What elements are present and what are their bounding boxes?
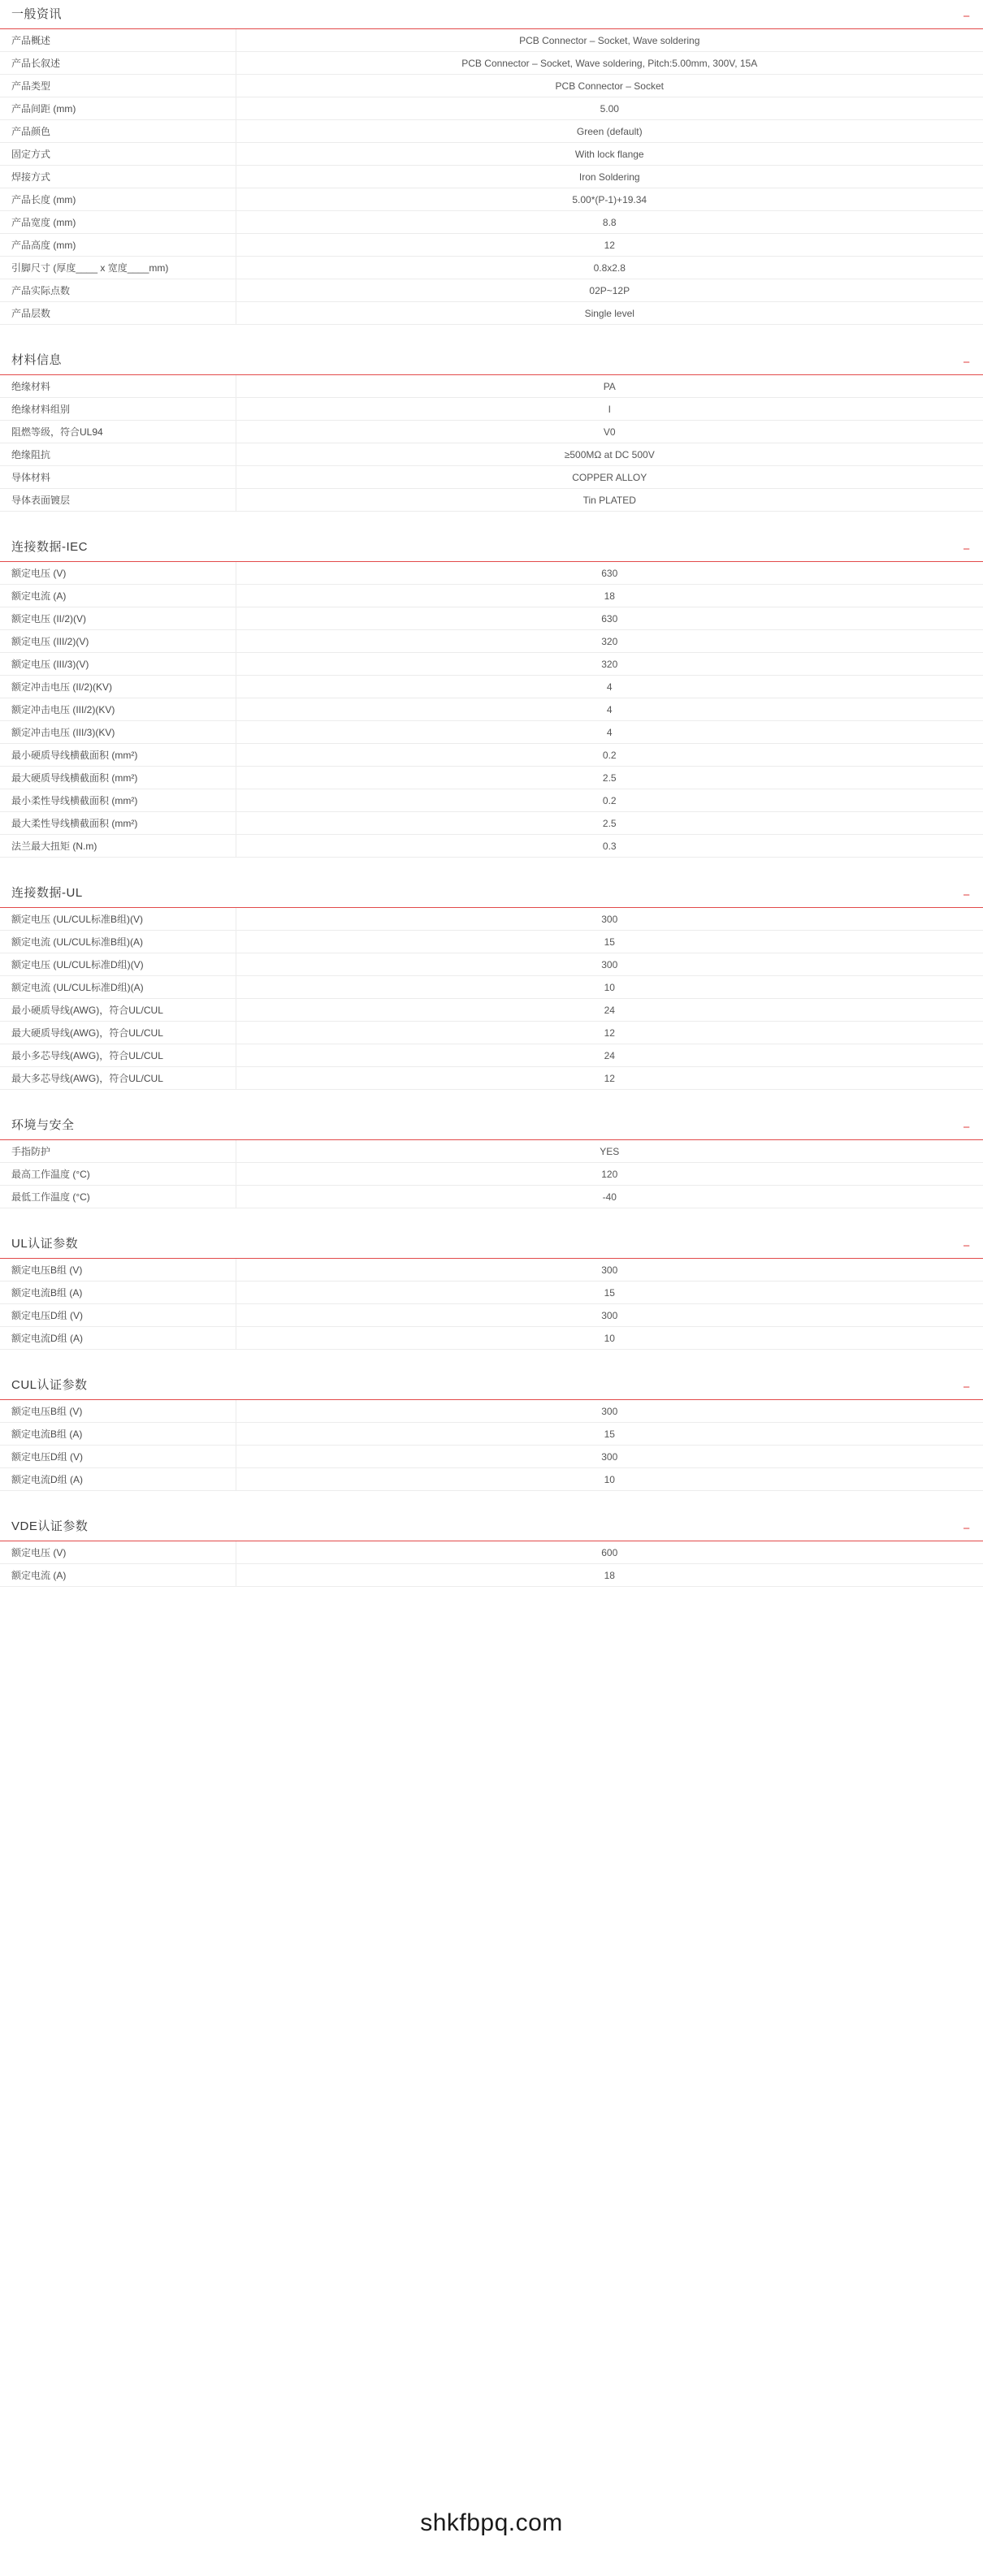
collapse-toggle-icon[interactable]: −: [963, 542, 970, 556]
table-row: [0, 767, 983, 789]
spec-value: 5.00*(P-1)+19.34: [236, 188, 983, 211]
section-header[interactable]: [0, 1502, 983, 1541]
spec-label: 额定电压 (III/3)(V): [0, 653, 236, 676]
table-row: [0, 1067, 983, 1090]
table-row: [0, 1327, 983, 1350]
spec-label: 最小柔性导线横截面积 (mm²): [0, 789, 236, 812]
spec-value: 12: [236, 234, 983, 257]
table-row: [0, 953, 983, 976]
table-row: [0, 166, 983, 188]
section-header[interactable]: [0, 0, 983, 29]
spec-label: 产品颜色: [0, 120, 236, 143]
section-title: 环境与安全: [11, 1118, 75, 1132]
table-row: [0, 1044, 983, 1067]
spec-label: 额定电流B组 (A): [0, 1423, 236, 1446]
table-row: [0, 398, 983, 421]
spec-value: I: [236, 398, 983, 421]
table-row: [0, 1186, 983, 1208]
table-row: [0, 188, 983, 211]
section-title: UL认证参数: [11, 1237, 79, 1251]
spec-value: 0.3: [236, 835, 983, 858]
spec-value: 18: [236, 585, 983, 607]
table-row: [0, 489, 983, 512]
spec-value: PA: [236, 375, 983, 398]
spec-value: 320: [236, 630, 983, 653]
spec-label: 最小硬质导线(AWG)，符合UL/CUL: [0, 999, 236, 1022]
spec-value: 630: [236, 562, 983, 585]
spec-label: 额定冲击电压 (III/3)(KV): [0, 721, 236, 744]
spec-value: 300: [236, 953, 983, 976]
spec-label: 导体材料: [0, 466, 236, 489]
spec-label: 额定电压 (V): [0, 1541, 236, 1564]
table-row: [0, 976, 983, 999]
spec-table: [0, 1541, 983, 1587]
spec-label: 绝缘材料: [0, 375, 236, 398]
table-row: [0, 421, 983, 443]
table-row: [0, 1468, 983, 1491]
spec-label: 额定电流D组 (A): [0, 1327, 236, 1350]
table-row: [0, 1304, 983, 1327]
spec-label: 最大多芯导线(AWG)，符合UL/CUL: [0, 1067, 236, 1090]
section-title: 材料信息: [11, 353, 63, 367]
table-row: [0, 143, 983, 166]
spec-label: 额定电压D组 (V): [0, 1304, 236, 1327]
watermark: shkfbpq.com: [420, 2509, 563, 2536]
spec-label: 最小硬质导线横截面积 (mm²): [0, 744, 236, 767]
spec-label: 额定电流B组 (A): [0, 1282, 236, 1304]
spec-label: 额定电流 (UL/CUL标准D组)(A): [0, 976, 236, 999]
spec-table: [0, 1259, 983, 1350]
table-row: [0, 120, 983, 143]
spec-label: 额定电压D组 (V): [0, 1446, 236, 1468]
table-row: [0, 908, 983, 931]
spec-value: 320: [236, 653, 983, 676]
section-title: VDE认证参数: [11, 1519, 89, 1533]
collapse-toggle-icon[interactable]: −: [963, 888, 970, 902]
spec-table: [0, 1140, 983, 1208]
collapse-toggle-icon[interactable]: −: [963, 356, 970, 370]
spec-table: [0, 29, 983, 325]
table-row: [0, 257, 983, 279]
spec-table: [0, 908, 983, 1090]
table-row: [0, 97, 983, 120]
table-row: [0, 1423, 983, 1446]
table-row: [0, 1282, 983, 1304]
table-row: [0, 1140, 983, 1163]
spec-label: 额定电压 (II/2)(V): [0, 607, 236, 630]
spec-label: 产品实际点数: [0, 279, 236, 302]
spec-value: 2.5: [236, 767, 983, 789]
spec-label: 最低工作温度 (°C): [0, 1186, 236, 1208]
spec-value: Green (default): [236, 120, 983, 143]
spec-label: 引脚尺寸 (厚度____ x 宽度____mm): [0, 257, 236, 279]
spec-label: 额定电压 (III/2)(V): [0, 630, 236, 653]
table-row: [0, 812, 983, 835]
section-title: 连接数据-IEC: [11, 540, 89, 554]
table-row: [0, 676, 983, 698]
spec-section: [0, 1101, 983, 1220]
collapse-toggle-icon[interactable]: −: [963, 1522, 970, 1536]
spec-value: PCB Connector – Socket, Wave soldering: [236, 29, 983, 52]
spec-value: YES: [236, 1140, 983, 1163]
spec-label: 绝缘材料组别: [0, 398, 236, 421]
spec-value: 24: [236, 1044, 983, 1067]
table-row: [0, 302, 983, 325]
table-row: [0, 443, 983, 466]
spec-section: [0, 523, 983, 869]
spec-value: 0.2: [236, 744, 983, 767]
spec-value: 15: [236, 1423, 983, 1446]
spec-label: 额定冲击电压 (III/2)(KV): [0, 698, 236, 721]
section-spacer: [0, 1090, 983, 1101]
collapse-toggle-icon[interactable]: −: [963, 1121, 970, 1135]
spec-label: 最小多芯导线(AWG)，符合UL/CUL: [0, 1044, 236, 1067]
section-spacer: [0, 512, 983, 523]
spec-value: 12: [236, 1022, 983, 1044]
spec-value: PCB Connector – Socket: [236, 75, 983, 97]
table-row: [0, 585, 983, 607]
table-row: [0, 653, 983, 676]
spec-section: [0, 336, 983, 523]
spec-value: Single level: [236, 302, 983, 325]
spec-value: 15: [236, 1282, 983, 1304]
spec-value: PCB Connector – Socket, Wave soldering, Pitch:5.00mm, 300V, 15A: [236, 52, 983, 75]
spec-label: 额定电压 (UL/CUL标准B组)(V): [0, 908, 236, 931]
table-row: [0, 999, 983, 1022]
spec-value: 300: [236, 1259, 983, 1282]
spec-label: 产品高度 (mm): [0, 234, 236, 257]
section-header[interactable]: [0, 1361, 983, 1400]
spec-label: 最大硬质导线横截面积 (mm²): [0, 767, 236, 789]
table-row: [0, 1446, 983, 1468]
spec-label: 绝缘阻抗: [0, 443, 236, 466]
spec-label: 额定电压B组 (V): [0, 1259, 236, 1282]
spec-value: 0.8x2.8: [236, 257, 983, 279]
table-row: [0, 1022, 983, 1044]
spec-value: -40: [236, 1186, 983, 1208]
spec-value: 12: [236, 1067, 983, 1090]
table-row: [0, 1541, 983, 1564]
table-row: [0, 1564, 983, 1587]
spec-label: 产品长度 (mm): [0, 188, 236, 211]
spec-value: 300: [236, 1446, 983, 1468]
spec-table: [0, 1400, 983, 1491]
section-spacer: [0, 1350, 983, 1361]
spec-value: COPPER ALLOY: [236, 466, 983, 489]
spec-label: 最大柔性导线横截面积 (mm²): [0, 812, 236, 835]
spec-value: 4: [236, 721, 983, 744]
spec-label: 额定电压 (UL/CUL标准D组)(V): [0, 953, 236, 976]
spec-label: 产品宽度 (mm): [0, 211, 236, 234]
spec-label: 产品长叙述: [0, 52, 236, 75]
spec-value: 300: [236, 1400, 983, 1423]
table-row: [0, 931, 983, 953]
spec-value: 2.5: [236, 812, 983, 835]
spec-value: 120: [236, 1163, 983, 1186]
spec-value: 10: [236, 976, 983, 999]
section-header[interactable]: [0, 1101, 983, 1140]
spec-value: With lock flange: [236, 143, 983, 166]
spec-label: 导体表面镀层: [0, 489, 236, 512]
table-row: [0, 1400, 983, 1423]
spec-label: 额定电流 (A): [0, 585, 236, 607]
spec-label: 额定电压B组 (V): [0, 1400, 236, 1423]
spec-value: 4: [236, 676, 983, 698]
collapse-toggle-icon[interactable]: −: [963, 1239, 970, 1253]
table-row: [0, 466, 983, 489]
spec-label: 手指防护: [0, 1140, 236, 1163]
spec-label: 焊接方式: [0, 166, 236, 188]
spec-label: 产品间距 (mm): [0, 97, 236, 120]
table-row: [0, 234, 983, 257]
spec-label: 产品概述: [0, 29, 236, 52]
spec-label: 产品类型: [0, 75, 236, 97]
table-row: [0, 52, 983, 75]
section-header[interactable]: [0, 869, 983, 908]
spec-label: 最大硬质导线(AWG)，符合UL/CUL: [0, 1022, 236, 1044]
spec-value: 24: [236, 999, 983, 1022]
spec-label: 阻燃等级，符合UL94: [0, 421, 236, 443]
section-title: 连接数据-UL: [11, 886, 83, 900]
spec-section: [0, 869, 983, 1101]
spec-value: 8.8: [236, 211, 983, 234]
collapse-toggle-icon[interactable]: −: [963, 10, 970, 24]
spec-table: [0, 562, 983, 858]
section-spacer: [0, 858, 983, 869]
section-spacer: [0, 1208, 983, 1220]
table-row: [0, 375, 983, 398]
table-row: [0, 1163, 983, 1186]
table-row: [0, 562, 983, 585]
spec-value: 630: [236, 607, 983, 630]
spec-value: ≥500MΩ at DC 500V: [236, 443, 983, 466]
section-spacer: [0, 1491, 983, 1502]
spec-section: [0, 1220, 983, 1361]
spec-label: 额定电流 (UL/CUL标准B组)(A): [0, 931, 236, 953]
spec-label: 额定电流 (A): [0, 1564, 236, 1587]
spec-value: 0.2: [236, 789, 983, 812]
section-spacer: [0, 325, 983, 336]
spec-section: [0, 1361, 983, 1502]
table-row: [0, 607, 983, 630]
spec-label: 额定电流D组 (A): [0, 1468, 236, 1491]
spec-table: [0, 375, 983, 512]
spec-label: 固定方式: [0, 143, 236, 166]
spec-value: 10: [236, 1327, 983, 1350]
spec-value: 10: [236, 1468, 983, 1491]
spec-value: 15: [236, 931, 983, 953]
spec-value: 300: [236, 908, 983, 931]
table-row: [0, 630, 983, 653]
table-row: [0, 75, 983, 97]
collapse-toggle-icon[interactable]: −: [963, 1381, 970, 1394]
section-title: CUL认证参数: [11, 1378, 88, 1392]
spec-section: [0, 1502, 983, 1598]
spec-label: 产品层数: [0, 302, 236, 325]
spec-value: V0: [236, 421, 983, 443]
spec-value: 4: [236, 698, 983, 721]
spec-label: 法兰最大扭矩 (N.m): [0, 835, 236, 858]
section-spacer: [0, 1587, 983, 1598]
table-row: [0, 279, 983, 302]
section-header[interactable]: [0, 523, 983, 562]
table-row: [0, 698, 983, 721]
table-row: [0, 744, 983, 767]
spec-value: 18: [236, 1564, 983, 1587]
spec-value: Iron Soldering: [236, 166, 983, 188]
spec-label: 最高工作温度 (°C): [0, 1163, 236, 1186]
table-row: [0, 211, 983, 234]
spec-value: Tin PLATED: [236, 489, 983, 512]
spec-label: 额定电压 (V): [0, 562, 236, 585]
table-row: [0, 789, 983, 812]
spec-value: 02P~12P: [236, 279, 983, 302]
table-row: [0, 835, 983, 858]
table-row: [0, 29, 983, 52]
spec-value: 600: [236, 1541, 983, 1564]
table-row: [0, 721, 983, 744]
spec-section: [0, 0, 983, 336]
section-header[interactable]: [0, 1220, 983, 1259]
spec-value: 5.00: [236, 97, 983, 120]
spec-label: 额定冲击电压 (II/2)(KV): [0, 676, 236, 698]
section-header[interactable]: [0, 336, 983, 375]
section-title: 一般资讯: [11, 7, 63, 21]
spec-value: 300: [236, 1304, 983, 1327]
table-row: [0, 1259, 983, 1282]
